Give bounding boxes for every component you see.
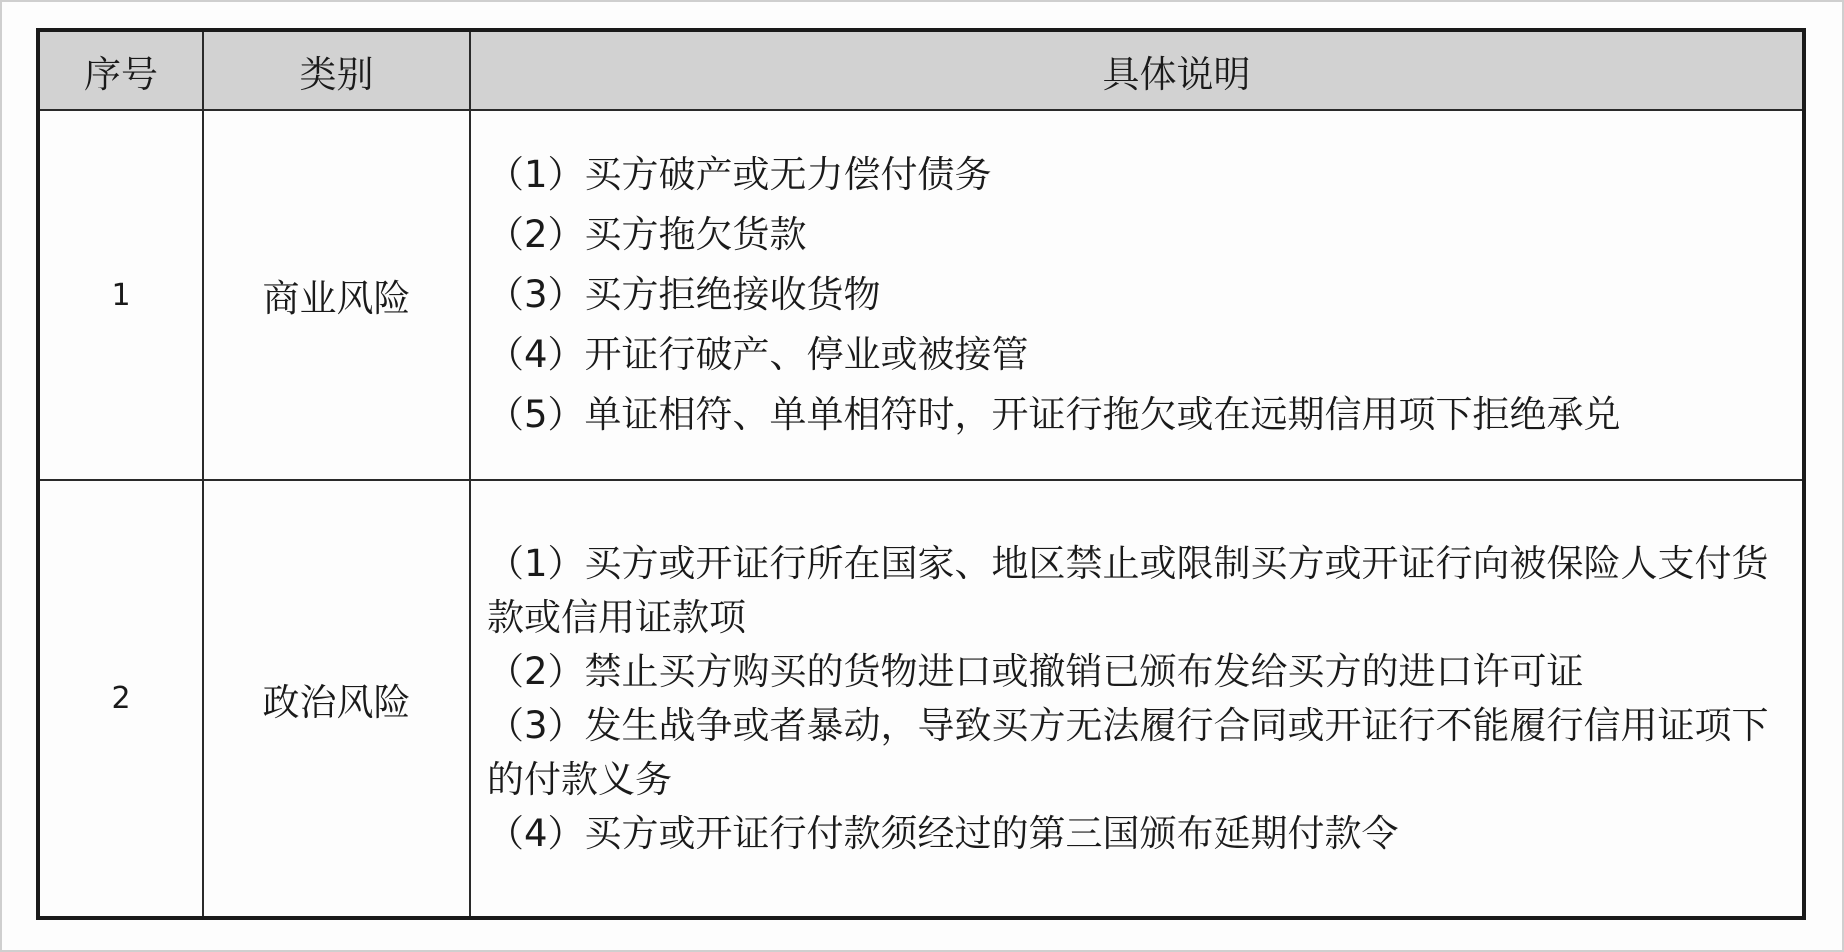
row-number: 2: [38, 480, 203, 918]
row-description: [470, 480, 1804, 918]
header-category: 类别: [203, 30, 470, 110]
list-item: （3）发生战争或者暴动，导致买方无法履行合同或开证行不能履行信用证项下的付款义务: [487, 703, 1769, 801]
row-number: 1: [38, 110, 203, 480]
row-description: [470, 110, 1804, 480]
header-description: [470, 30, 1804, 110]
header-no: 序号: [38, 30, 203, 110]
risk-table: [36, 28, 1806, 920]
row-category: 商业风险: [203, 110, 470, 480]
description-list: [487, 537, 1782, 861]
list-item: （4）开证行破产、停业或被接管: [487, 333, 1029, 376]
table-header-row: [38, 30, 1804, 110]
header-description-label: 具体说明: [1102, 52, 1251, 96]
list-item: （1）买方破产或无力偿付债务: [487, 153, 992, 196]
table-row: [38, 480, 1804, 918]
description-list: [487, 145, 1782, 445]
list-item: （5）单证相符、单单相符时，开证行拖欠或在远期信用项下拒绝承兑: [487, 393, 1621, 436]
row-category: 政治风险: [203, 480, 470, 918]
list-item: （2）买方拖欠货款: [487, 213, 807, 256]
list-item: （2）禁止买方购买的货物进口或撤销已颁布发给买方的进口许可证: [487, 649, 1584, 693]
table-row: [38, 110, 1804, 480]
list-item: （4）买方或开证行付款须经过的第三国颁布延期付款令: [487, 811, 1399, 855]
list-item: （1）买方或开证行所在国家、地区禁止或限制买方或开证行向被保险人支付货款或信用证款项: [487, 541, 1769, 639]
list-item: （3）买方拒绝接收货物: [487, 273, 881, 316]
